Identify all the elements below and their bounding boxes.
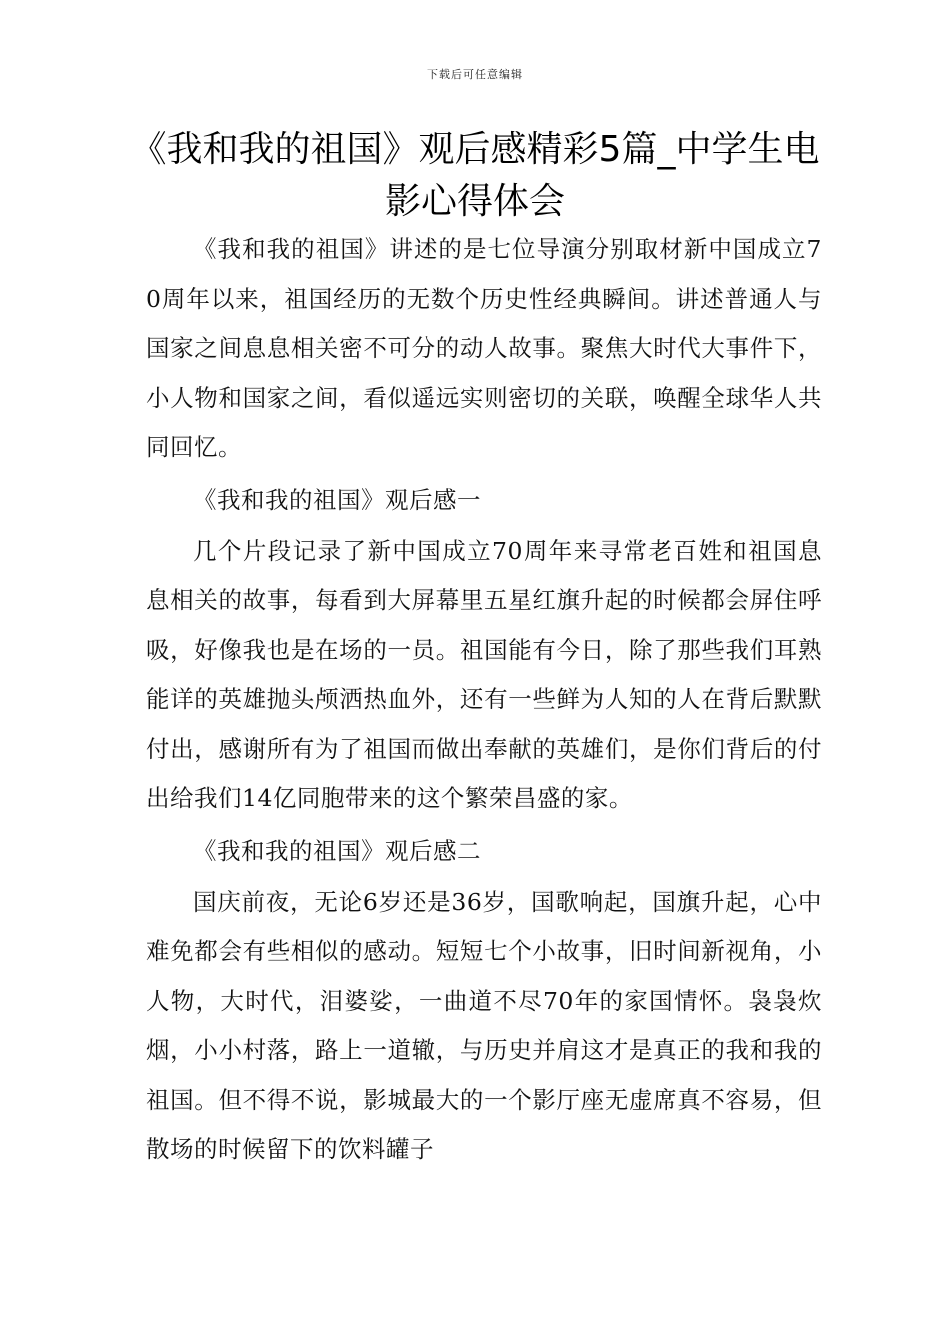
header-note: 下载后可任意编辑 bbox=[427, 68, 523, 81]
section-body-2: 国庆前夜，无论6岁还是36岁，国歌响起，国旗升起，心中难免都会有些相似的感动。短短七个小故事，旧时间新视角，小人物，大时代，泪婆娑，一曲道不尽70年的家国情怀。袅袅炊烟，小小村落，路上一道辙，与历史并肩这才是真正的我和我的祖国。但不得不说，影城最大的一个影厅座无虚席真不容易，但散场的时候留下的饮料罐子 bbox=[146, 887, 822, 1163]
section-heading-2: 《我和我的祖国》观后感二 bbox=[193, 836, 481, 865]
intro-paragraph: 《我和我的祖国》讲述的是七位导演分别取材新中国成立70周年以来，祖国经历的无数个历史性经典瞬间。讲述普通人与国家之间息息相关密不可分的动人故事。聚焦大时代大事件下，小人物和国家之间，看似遥远实则密切的关联，唤醒全球华人共同回忆。 bbox=[146, 235, 822, 461]
document-body bbox=[146, 225, 822, 1175]
section-body-1: 几个片段记录了新中国成立70周年来寻常老百姓和祖国息息相关的故事，每看到大屏幕里五星红旗升起的时候都会屏住呼吸，好像我也是在场的一员。祖国能有今日，除了那些我们耳熟能详的英雄抛头颅洒热血外，还有一些鲜为人知的人在背后默默付出，感谢所有为了祖国而做出奉献的英雄们，是你们背后的付出给我们14亿同胞带来的这个繁荣昌盛的家。 bbox=[146, 536, 822, 812]
section-heading-1: 《我和我的祖国》观后感一 bbox=[193, 485, 481, 514]
document-title: 《我和我的祖国》观后感精彩5篇_中学生电影心得体会 bbox=[130, 129, 820, 222]
